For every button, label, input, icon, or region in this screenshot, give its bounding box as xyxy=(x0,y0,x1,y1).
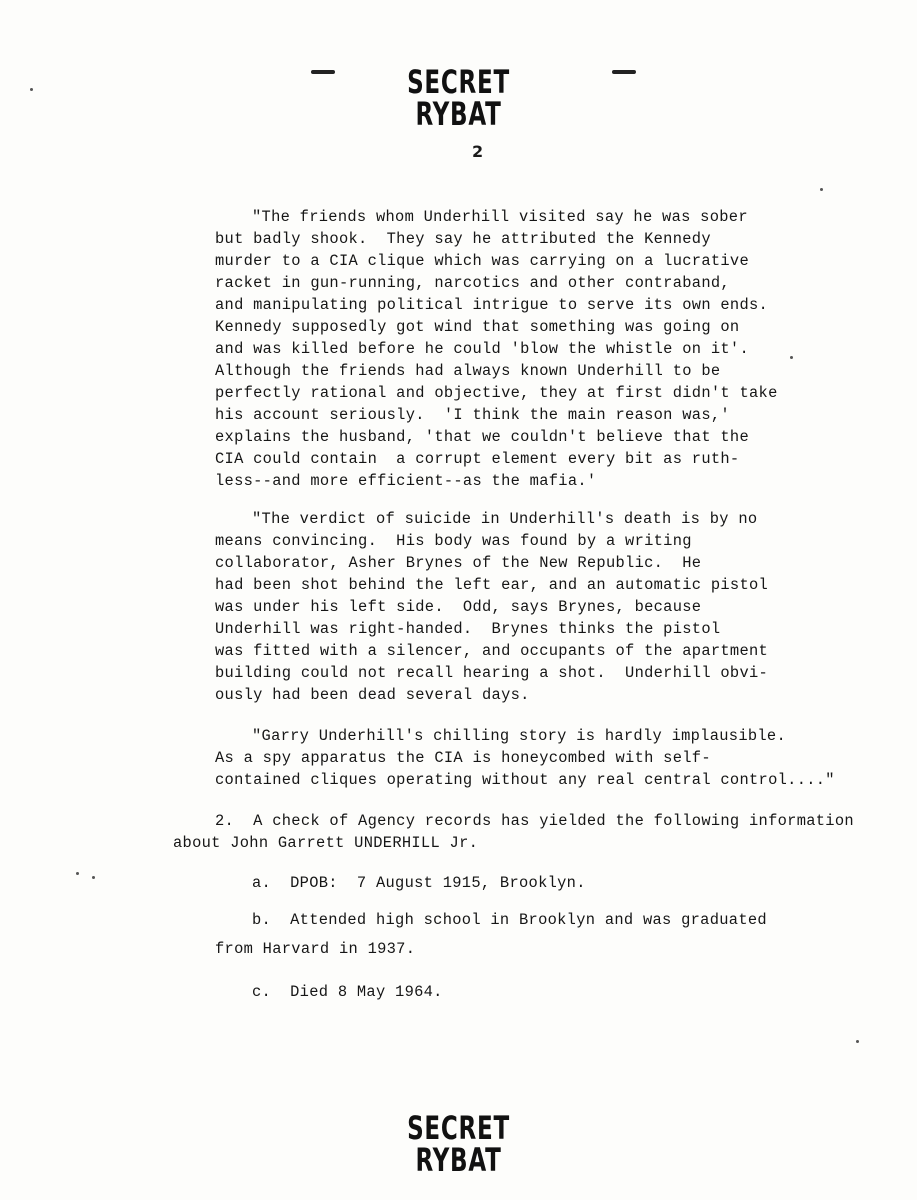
text-line: ously had been dead several days. xyxy=(215,686,530,704)
sub-item-a: a. DPOB: 7 August 1915, Brooklyn. xyxy=(252,874,586,892)
text-line: contained cliques operating without any real central control...." xyxy=(215,771,835,789)
stamp-secret: SECRET xyxy=(407,1109,510,1147)
text-line: 2. A check of Agency records has yielded the following information xyxy=(215,812,854,830)
text-line: and was killed before he could 'blow the whistle on it'. xyxy=(215,340,750,358)
text-line: Kennedy supposedly got wind that something was going on xyxy=(215,318,740,336)
text-line: means convincing. His body was found by a writing xyxy=(215,532,692,550)
text-line: his account seriously. 'I think the main reason was,' xyxy=(215,406,730,424)
scan-speck xyxy=(856,1040,859,1043)
scan-speck xyxy=(92,876,95,879)
text-line: As a spy apparatus the CIA is honeycombed with self- xyxy=(215,749,711,767)
text-line: explains the husband, 'that we couldn't believe that the xyxy=(215,428,750,446)
scan-speck xyxy=(30,88,33,91)
text-line: "Garry Underhill's chilling story is hardly implausible. xyxy=(252,727,787,745)
text-line: from Harvard in 1937. xyxy=(215,940,416,958)
scan-speck xyxy=(820,188,823,191)
text-line: but badly shook. They say he attributed the Kennedy xyxy=(215,230,711,248)
text-line: less--and more efficient--as the mafia.' xyxy=(215,472,597,490)
scan-speck xyxy=(76,872,79,875)
text-line: had been shot behind the left ear, and an automatic pistol xyxy=(215,576,769,594)
sub-item-c: c. Died 8 May 1964. xyxy=(252,983,443,1001)
text-line: building could not recall hearing a shot. Underhill obvi- xyxy=(215,664,769,682)
text-line: Although the friends had always known Underhill to be xyxy=(215,362,721,380)
text-line: "The verdict of suicide in Underhill's death is by no xyxy=(252,510,758,528)
text-line: Underhill was right-handed. Brynes thinks the pistol xyxy=(215,620,721,638)
stamp-secret: SECRET xyxy=(407,63,510,101)
text-line: about John Garrett UNDERHILL Jr. xyxy=(173,834,479,852)
stamp-rybat: RYBAT xyxy=(415,95,502,133)
classification-stamp-bottom xyxy=(128,1109,788,1179)
text-line: racket in gun-running, narcotics and other contraband, xyxy=(215,274,730,292)
text-line: murder to a CIA clique which was carrying on a lucrative xyxy=(215,252,750,270)
text-line: and manipulating political intrigue to serve its own ends. xyxy=(215,296,769,314)
text-line: CIA could contain a corrupt element every bit as ruth- xyxy=(215,450,740,468)
text-line: b. Attended high school in Brooklyn and was graduated xyxy=(252,911,767,929)
text-line: was fitted with a silencer, and occupants of the apartment xyxy=(215,642,769,660)
text-line: perfectly rational and objective, they at first didn't take xyxy=(215,384,778,402)
scan-speck xyxy=(790,356,793,359)
classification-stamp-top xyxy=(128,63,788,133)
stamp-rybat: RYBAT xyxy=(415,1141,502,1179)
page-number: 2 xyxy=(472,142,484,161)
text-line: collaborator, Asher Brynes of the New Republic. He xyxy=(215,554,702,572)
text-line: was under his left side. Odd, says Brynes, because xyxy=(215,598,702,616)
text-line: "The friends whom Underhill visited say he was sober xyxy=(252,208,748,226)
